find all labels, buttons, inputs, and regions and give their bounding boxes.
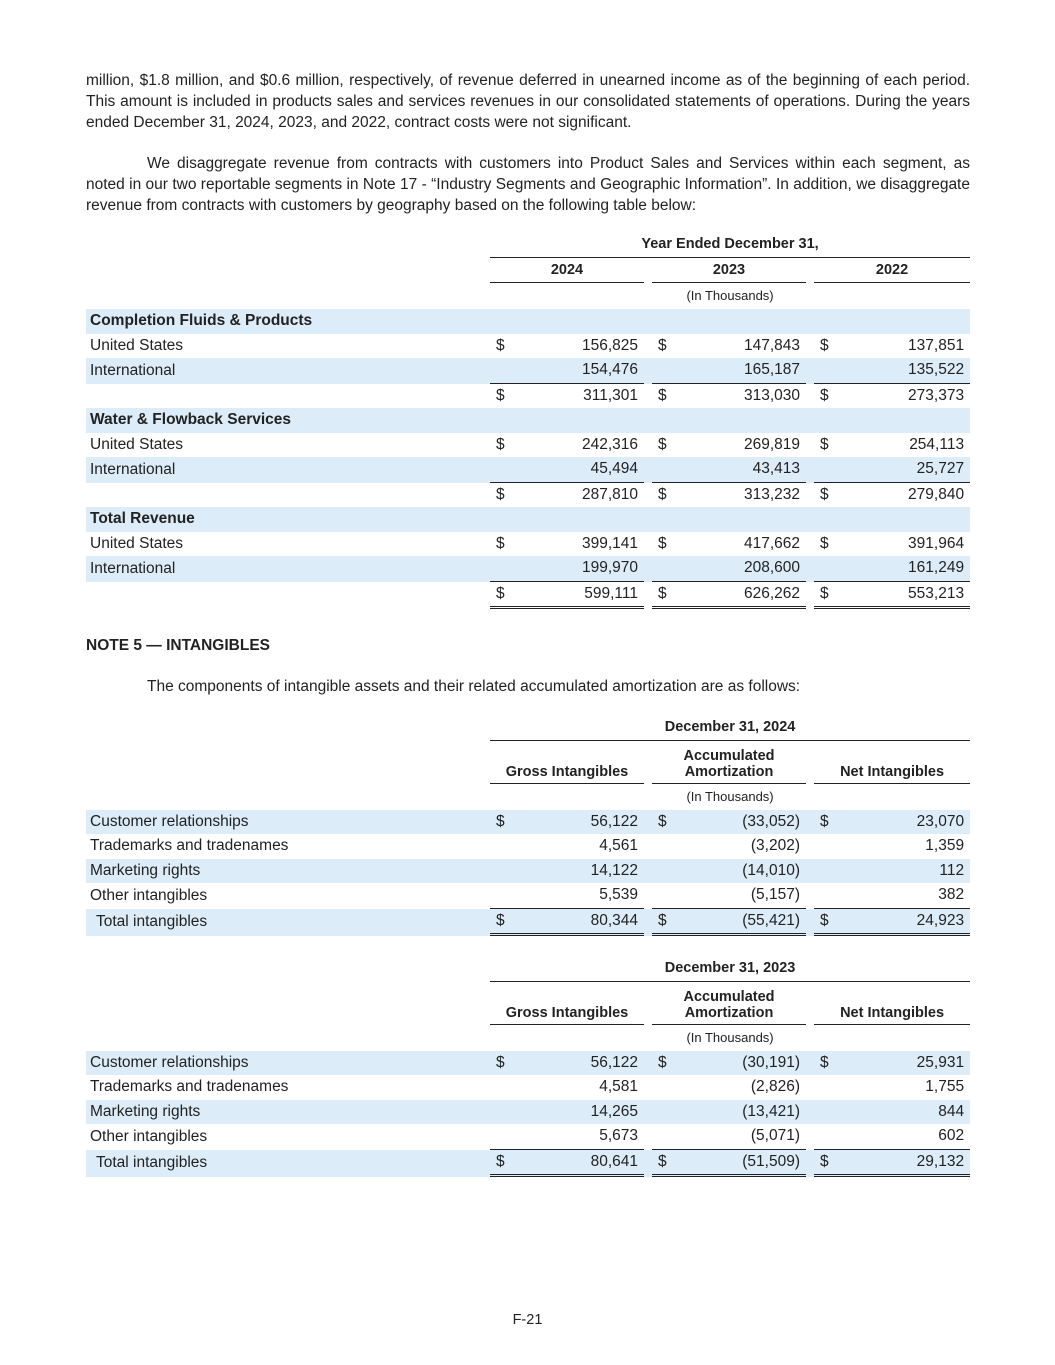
value-cell: 23,070 — [842, 810, 970, 835]
column-gap — [644, 483, 652, 508]
empty-cell — [490, 408, 518, 433]
empty-cell — [490, 507, 518, 532]
column-gap — [806, 859, 814, 884]
revenue-table-body — [86, 309, 970, 609]
value-cell: 45,494 — [518, 457, 644, 483]
value-cell: 137,851 — [908, 336, 965, 354]
value-cell: (2,826) — [750, 1078, 800, 1095]
currency-symbol: $ — [658, 336, 667, 354]
column-gap — [644, 358, 652, 384]
intangibles-2024-table — [86, 715, 970, 936]
currency-symbol: $ — [658, 435, 667, 453]
column-gap — [806, 883, 814, 909]
currency-symbol: $ — [652, 1150, 680, 1178]
currency-symbol: $ — [820, 534, 829, 552]
currency-symbol: $ — [814, 1051, 842, 1076]
intro-paragraph-2: We disaggregate revenue from contracts with customers into Product Sales and Services within each segment, as noted in our two reportable segments in Note 17 - “Industry Segments and Geographic Information”. In addition, we disaggregate revenue from contracts with customers by geography based on the following table below: — [86, 155, 970, 214]
currency-symbol — [814, 457, 842, 483]
currency-symbol: $ — [652, 1051, 680, 1076]
value-cell: 24,923 — [842, 909, 970, 937]
value-cell: 1,755 — [925, 1078, 965, 1095]
column-gap — [644, 334, 652, 359]
column-gap — [806, 909, 814, 937]
value-cell: 5,673 — [518, 1124, 644, 1150]
value-cell: 5,539 — [518, 883, 644, 909]
column-gap — [644, 859, 652, 884]
value-cell: (55,421) — [680, 909, 806, 937]
empty-cell — [806, 408, 814, 433]
column-gap — [806, 457, 814, 483]
intangibles-2024-body — [86, 810, 970, 937]
currency-symbol — [814, 556, 842, 582]
empty-cell — [518, 309, 644, 334]
column-gap — [644, 433, 652, 458]
note5-title: NOTE 5 — INTANGIBLES — [86, 637, 271, 654]
intangibles-2024-units: (In Thousands) — [686, 788, 774, 804]
value-cell: 269,819 — [743, 435, 800, 453]
empty-cell — [806, 309, 814, 334]
value-cell: 14,265 — [518, 1100, 644, 1125]
value-cell: 29,132 — [842, 1150, 970, 1178]
revenue-year-2023: 2023 — [652, 258, 806, 284]
currency-symbol: $ — [490, 1150, 518, 1178]
empty-cell — [680, 408, 806, 433]
column-gap — [644, 1100, 652, 1125]
value-cell: 154,476 — [518, 358, 644, 384]
value-cell: 208,600 — [680, 556, 806, 582]
value-cell: 242,316 — [581, 435, 638, 453]
currency-symbol: $ — [496, 435, 505, 453]
empty-cell — [652, 408, 680, 433]
value-cell: 313,232 — [743, 485, 800, 503]
value-cell: 599,111 — [518, 582, 644, 610]
column-gap — [806, 1100, 814, 1125]
value-cell: 161,249 — [842, 556, 970, 582]
currency-symbol: $ — [820, 386, 829, 404]
column-gap — [806, 1051, 814, 1076]
value-cell: 156,825 — [581, 336, 638, 354]
row-label: Trademarks and tradenames — [90, 837, 289, 854]
value-cell: 165,187 — [680, 358, 806, 384]
intangibles-2023-period-header: December 31, 2023 — [490, 956, 970, 982]
value-cell: 311,301 — [583, 386, 638, 404]
empty-cell — [644, 309, 652, 334]
row-label — [86, 483, 490, 508]
currency-symbol: $ — [490, 582, 518, 610]
row-label: Marketing rights — [86, 1100, 490, 1125]
value-cell: 14,122 — [518, 859, 644, 884]
revenue-year-2024: 2024 — [490, 258, 644, 284]
column-gap — [644, 384, 652, 409]
row-label: International — [86, 556, 490, 582]
column-gap — [644, 1075, 652, 1100]
currency-symbol: $ — [814, 810, 842, 835]
revenue-units: (In Thousands) — [686, 288, 774, 303]
currency-symbol — [652, 1075, 680, 1100]
empty-cell — [652, 507, 680, 532]
section-header-row — [86, 408, 970, 433]
currency-symbol — [490, 1100, 518, 1125]
value-cell: 313,030 — [743, 386, 800, 404]
section-title: Completion Fluids & Products — [86, 309, 490, 334]
row-label: International — [86, 358, 490, 384]
currency-symbol — [490, 457, 518, 483]
row-label: Trademarks and tradenames — [90, 1078, 289, 1095]
row-label: Customer relationships — [86, 1051, 490, 1076]
table-row — [86, 834, 970, 859]
empty-cell — [814, 408, 842, 433]
table-row — [86, 1051, 970, 1076]
col-gross-intangibles: Gross Intangibles — [490, 982, 644, 1025]
currency-symbol — [652, 883, 680, 909]
currency-symbol — [652, 457, 680, 483]
value-cell: (5,071) — [680, 1124, 806, 1150]
value-cell: 112 — [842, 859, 970, 884]
currency-symbol — [490, 834, 518, 859]
value-cell: (14,010) — [680, 859, 806, 884]
value-cell: 147,843 — [743, 336, 800, 354]
table-row — [86, 433, 970, 458]
value-cell: 417,662 — [743, 534, 800, 552]
column-gap — [644, 883, 652, 909]
revenue-period-header: Year Ended December 31, — [490, 232, 970, 258]
value-cell: 4,561 — [599, 837, 638, 854]
table-row — [86, 556, 970, 582]
currency-symbol: $ — [490, 1051, 518, 1076]
row-label: International — [86, 457, 490, 483]
currency-symbol: $ — [652, 810, 680, 835]
column-gap — [806, 532, 814, 557]
column-gap — [806, 1150, 814, 1178]
value-cell: 391,964 — [908, 534, 965, 552]
column-gap — [806, 1124, 814, 1150]
col-accumulated-amortization — [652, 741, 806, 784]
column-gap — [644, 457, 652, 483]
table-row — [86, 532, 970, 557]
total-row — [86, 1150, 970, 1178]
column-gap — [644, 1124, 652, 1150]
currency-symbol: $ — [820, 485, 829, 503]
currency-symbol: $ — [814, 1150, 842, 1178]
total-row — [86, 582, 970, 610]
table-row — [86, 1100, 970, 1125]
section-title: Water & Flowback Services — [86, 408, 490, 433]
currency-symbol: $ — [496, 534, 505, 552]
table-row — [86, 334, 970, 359]
empty-cell — [680, 309, 806, 334]
empty-cell — [806, 507, 814, 532]
value-cell: 1,359 — [925, 837, 965, 854]
currency-symbol: $ — [490, 810, 518, 835]
column-gap — [644, 834, 652, 859]
column-gap — [806, 810, 814, 835]
value-cell: 602 — [842, 1124, 970, 1150]
table-row — [86, 457, 970, 483]
column-gap — [644, 556, 652, 582]
empty-cell — [490, 309, 518, 334]
table-row — [86, 883, 970, 909]
currency-symbol: $ — [820, 336, 829, 354]
currency-symbol: $ — [814, 582, 842, 610]
col-net-intangibles: Net Intangibles — [814, 982, 970, 1025]
row-label: Other intangibles — [90, 886, 208, 904]
currency-symbol — [814, 1100, 842, 1125]
column-gap — [806, 556, 814, 582]
intangibles-2024-period-header: December 31, 2024 — [490, 715, 970, 741]
currency-symbol — [490, 1075, 518, 1100]
value-cell: 43,413 — [680, 457, 806, 483]
column-gap — [806, 834, 814, 859]
empty-cell — [842, 408, 970, 433]
value-cell: 25,727 — [842, 457, 970, 483]
col-accumulated-amortization — [652, 982, 806, 1025]
col-gross-intangibles: Gross Intangibles — [490, 741, 644, 784]
value-cell: 382 — [842, 883, 970, 909]
row-label: Total intangibles — [86, 1150, 490, 1178]
currency-symbol: $ — [496, 485, 505, 503]
column-gap — [806, 1075, 814, 1100]
section-header-row — [86, 309, 970, 334]
currency-symbol — [814, 358, 842, 384]
value-cell: 273,373 — [908, 386, 965, 404]
value-cell: 553,213 — [842, 582, 970, 610]
column-gap — [806, 384, 814, 409]
column-gap — [644, 532, 652, 557]
empty-cell — [518, 507, 644, 532]
currency-symbol: $ — [658, 485, 667, 503]
table-row — [86, 859, 970, 884]
section-header-row — [86, 507, 970, 532]
row-label: Marketing rights — [86, 859, 490, 884]
intro-paragraph-1: million, $1.8 million, and $0.6 million, respectively, of revenue deferred in unearned income as of the beginning of each period. This amount is included in products sales and services revenues in our consolidated statements of operations. During the years ended December 31, 2024, 2023, and 2022, contract costs were not significant. — [86, 72, 970, 131]
empty-cell — [814, 507, 842, 532]
currency-symbol — [652, 1100, 680, 1125]
empty-cell — [518, 408, 644, 433]
table-row — [86, 810, 970, 835]
value-cell: 56,122 — [518, 810, 644, 835]
row-label: Total intangibles — [86, 909, 490, 937]
column-gap — [644, 1051, 652, 1076]
row-label: Customer relationships — [86, 810, 490, 835]
currency-symbol — [814, 1075, 842, 1100]
currency-symbol — [652, 1124, 680, 1150]
currency-symbol: $ — [652, 582, 680, 610]
table-row — [86, 1124, 970, 1150]
row-label: United States — [90, 336, 184, 354]
currency-symbol — [814, 883, 842, 909]
column-gap — [806, 483, 814, 508]
value-cell: 399,141 — [581, 534, 638, 552]
value-cell: 56,122 — [518, 1051, 644, 1076]
column-gap — [644, 810, 652, 835]
currency-symbol — [652, 834, 680, 859]
row-label: Other intangibles — [90, 1127, 208, 1145]
empty-cell — [842, 309, 970, 334]
value-cell: 844 — [842, 1100, 970, 1125]
table-row — [86, 1075, 970, 1100]
page-number: F-21 — [512, 1312, 543, 1328]
currency-symbol — [490, 358, 518, 384]
currency-symbol — [814, 1124, 842, 1150]
currency-symbol: $ — [820, 435, 829, 453]
empty-cell — [644, 408, 652, 433]
note5-intro: The components of intangible assets and their related accumulated amortization are as follows: — [147, 678, 801, 695]
currency-symbol — [490, 859, 518, 884]
col-net-intangibles: Net Intangibles — [814, 741, 970, 784]
currency-symbol — [652, 358, 680, 384]
col-accumulated-amortization-text: Accumulated Amortization — [683, 747, 775, 780]
currency-symbol — [652, 556, 680, 582]
currency-symbol — [490, 883, 518, 909]
revenue-table — [86, 232, 970, 609]
value-cell: (30,191) — [680, 1051, 806, 1076]
value-cell: 80,344 — [518, 909, 644, 937]
currency-symbol — [814, 834, 842, 859]
currency-symbol — [490, 556, 518, 582]
column-gap — [806, 358, 814, 384]
row-label: United States — [90, 435, 184, 453]
column-gap — [806, 582, 814, 610]
value-cell: 279,840 — [908, 485, 965, 503]
total-row — [86, 483, 970, 508]
empty-cell — [680, 507, 806, 532]
table-row — [86, 358, 970, 384]
value-cell: (13,421) — [680, 1100, 806, 1125]
value-cell: (33,052) — [680, 810, 806, 835]
document-page — [86, 70, 970, 1177]
value-cell: 135,522 — [842, 358, 970, 384]
currency-symbol: $ — [814, 909, 842, 937]
row-label — [86, 384, 490, 409]
section-title: Total Revenue — [86, 507, 490, 532]
value-cell: 287,810 — [581, 485, 638, 503]
empty-cell — [652, 309, 680, 334]
currency-symbol: $ — [496, 386, 505, 404]
row-label: United States — [90, 534, 184, 552]
currency-symbol: $ — [658, 534, 667, 552]
currency-symbol: $ — [658, 386, 667, 404]
value-cell: (5,157) — [680, 883, 806, 909]
column-gap — [806, 334, 814, 359]
column-gap — [644, 1150, 652, 1178]
value-cell: 4,581 — [599, 1078, 638, 1095]
value-cell: 626,262 — [680, 582, 806, 610]
total-row — [86, 384, 970, 409]
col-accumulated-amortization-text: Accumulated Amortization — [683, 988, 775, 1021]
currency-symbol: $ — [652, 909, 680, 937]
value-cell: (3,202) — [750, 837, 800, 854]
value-cell: 80,641 — [518, 1150, 644, 1178]
value-cell: 254,113 — [909, 435, 965, 453]
total-row — [86, 909, 970, 937]
currency-symbol — [490, 1124, 518, 1150]
currency-symbol: $ — [490, 909, 518, 937]
intangibles-2023-body — [86, 1051, 970, 1178]
row-label — [86, 582, 490, 610]
intangibles-2023-table — [86, 956, 970, 1177]
intangibles-2023-units: (In Thousands) — [686, 1029, 774, 1045]
currency-symbol: $ — [496, 336, 505, 354]
currency-symbol — [652, 859, 680, 884]
empty-cell — [644, 507, 652, 532]
revenue-year-2022: 2022 — [814, 258, 970, 284]
column-gap — [644, 582, 652, 610]
column-gap — [806, 433, 814, 458]
empty-cell — [814, 309, 842, 334]
value-cell: 25,931 — [842, 1051, 970, 1076]
empty-cell — [842, 507, 970, 532]
value-cell: 199,970 — [518, 556, 644, 582]
value-cell: (51,509) — [680, 1150, 806, 1178]
currency-symbol — [814, 859, 842, 884]
column-gap — [644, 909, 652, 937]
